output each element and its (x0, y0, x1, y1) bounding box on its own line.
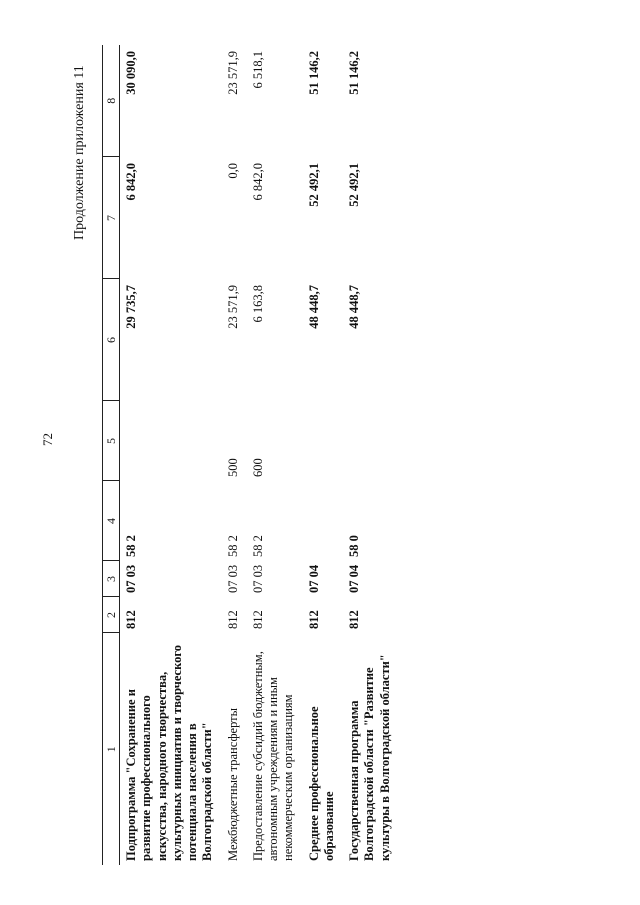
ministry-code: 812 (124, 610, 138, 629)
table-header-row (103, 45, 120, 865)
amount-col8: 51 146,2 (347, 51, 361, 95)
ministry-code: 812 (347, 610, 361, 629)
section-code: 07 03 (225, 564, 240, 593)
section-code: 07 03 (250, 564, 265, 593)
row-name: Среднее профессиональное образование (306, 706, 336, 861)
section-code: 07 03 (124, 564, 138, 593)
expense-type-code (343, 401, 399, 481)
amount-col6: 48 448,7 (347, 285, 361, 329)
expense-type-code (120, 401, 222, 481)
expense-type-code: 600 (250, 458, 265, 477)
column-header: 5 (103, 401, 120, 481)
page-number: 72 (40, 433, 55, 446)
table-row (222, 45, 247, 865)
amount-col8: 6 518,1 (250, 51, 265, 89)
table-row (303, 45, 344, 865)
expense-type-code (303, 401, 344, 481)
amount-col6: 23 571,9 (225, 285, 240, 329)
section-code: 07 04 (306, 564, 321, 593)
amount-col6: 6 163,8 (250, 285, 265, 323)
ministry-code: 812 (306, 610, 321, 629)
rotated-table-container (102, 45, 572, 865)
amount-col8: 51 146,2 (306, 51, 321, 95)
amount-col7: 52 492,1 (306, 163, 321, 207)
amount-col8: 23 571,9 (225, 51, 240, 95)
amount-col8: 30 090,0 (124, 51, 138, 95)
target-article-code: 58 2 (250, 535, 265, 557)
column-header: 4 (103, 481, 120, 561)
amount-col7: 0,0 (225, 163, 240, 179)
amount-col7: 6 842,0 (250, 163, 265, 201)
amount-col7: 52 492,1 (347, 163, 361, 207)
target-article-code: 58 0 (347, 535, 361, 557)
amount-col7: 6 842,0 (124, 163, 138, 201)
table-row (247, 45, 303, 865)
target-article-code: 58 2 (225, 535, 240, 557)
table-row (120, 45, 222, 865)
column-header: 8 (103, 45, 120, 157)
table-row (343, 45, 399, 865)
amount-col6: 29 735,7 (124, 285, 138, 329)
column-header: 7 (103, 157, 120, 279)
expense-type-code: 500 (225, 458, 240, 477)
target-article-code: 58 2 (124, 535, 138, 557)
column-header: 2 (103, 597, 120, 633)
ministry-code: 812 (250, 610, 265, 629)
row-name: Государственная программа Волгоградской области "Развитие культуры в Волгоградской области" (347, 654, 392, 861)
appendix-continuation-caption: Продолжение приложения 11 (72, 65, 87, 240)
row-name: Межбюджетные трансферты (225, 707, 240, 861)
column-header: 1 (103, 633, 120, 865)
section-code: 07 04 (347, 564, 361, 593)
budget-table (102, 45, 399, 865)
row-name: Предоставление субсидий бюджетным, автономным учреждениям и иным некоммерческим организациям (250, 651, 296, 861)
amount-col6: 48 448,7 (306, 285, 321, 329)
column-header: 6 (103, 279, 120, 401)
ministry-code: 812 (225, 610, 240, 629)
column-header: 3 (103, 561, 120, 597)
row-name: Подпрограмма "Сохранение и развитие профессионального искусства, народного творчества, культурных инициатив и творческого потенциала населения в Волгоградской области" (124, 644, 215, 861)
target-article-code (303, 481, 344, 561)
